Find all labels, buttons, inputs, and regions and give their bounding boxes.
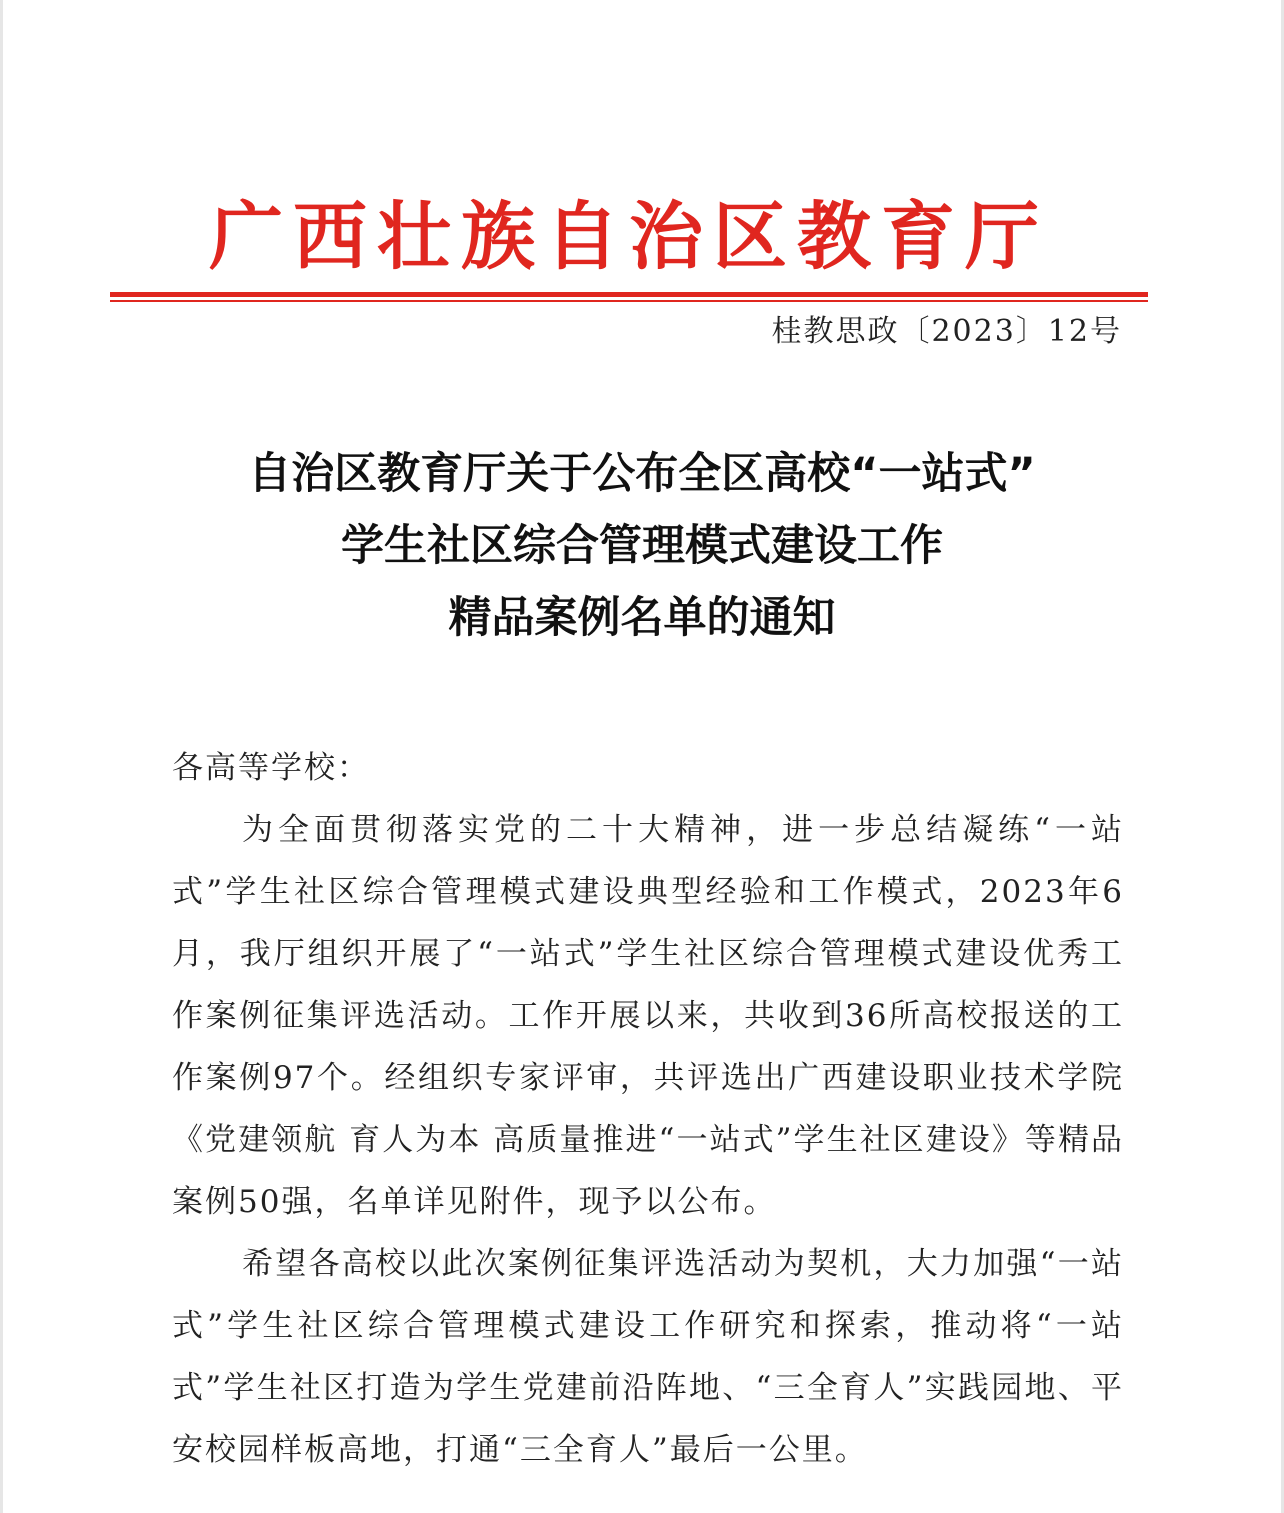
title-line-3: 精品案例名单的通知	[448, 593, 836, 643]
header-red-rule-thin	[110, 300, 1148, 302]
salutation: 各高等学校：	[172, 750, 370, 786]
document-title	[110, 438, 1174, 654]
page-edge-left	[0, 0, 3, 1513]
body-paragraph-2: 希望各高校以此次案例征集评选活动为契机，大力加强“一站式”学生社区综合管理模式建设工作研究和探索，推动将“一站式”学生社区打造为学生党建前沿阵地、“三全育人”实践园地、平安校园样板高地，打通“三全育人”最后一公里。	[172, 1246, 1124, 1468]
header-red-rule	[110, 292, 1148, 297]
document-number: 桂教思政〔2023〕12号	[771, 314, 1122, 349]
document-body	[172, 737, 1124, 1481]
agency-header: 广西壮族自治区教育厅	[209, 194, 1049, 280]
body-paragraph-1: 为全面贯彻落实党的二十大精神，进一步总结凝练“一站式”学生社区综合管理模式建设典型经验和工作模式，2023年6月，我厅组织开展了“一站式”学生社区综合管理模式建设优秀工作案例征集评选活动。工作开展以来，共收到36所高校报送的工作案例97个。经组织专家评审，共评选出广西建设职业技术学院《党建领航 育人为本 高质量推进“一站式”学生社区建设》等精品案例50强，名单详见附件，现予以公布。	[172, 812, 1124, 1220]
title-line-2: 学生社区综合管理模式建设工作	[341, 521, 943, 571]
title-line-1: 自治区教育厅关于公布全区高校“一站式”	[248, 449, 1036, 499]
